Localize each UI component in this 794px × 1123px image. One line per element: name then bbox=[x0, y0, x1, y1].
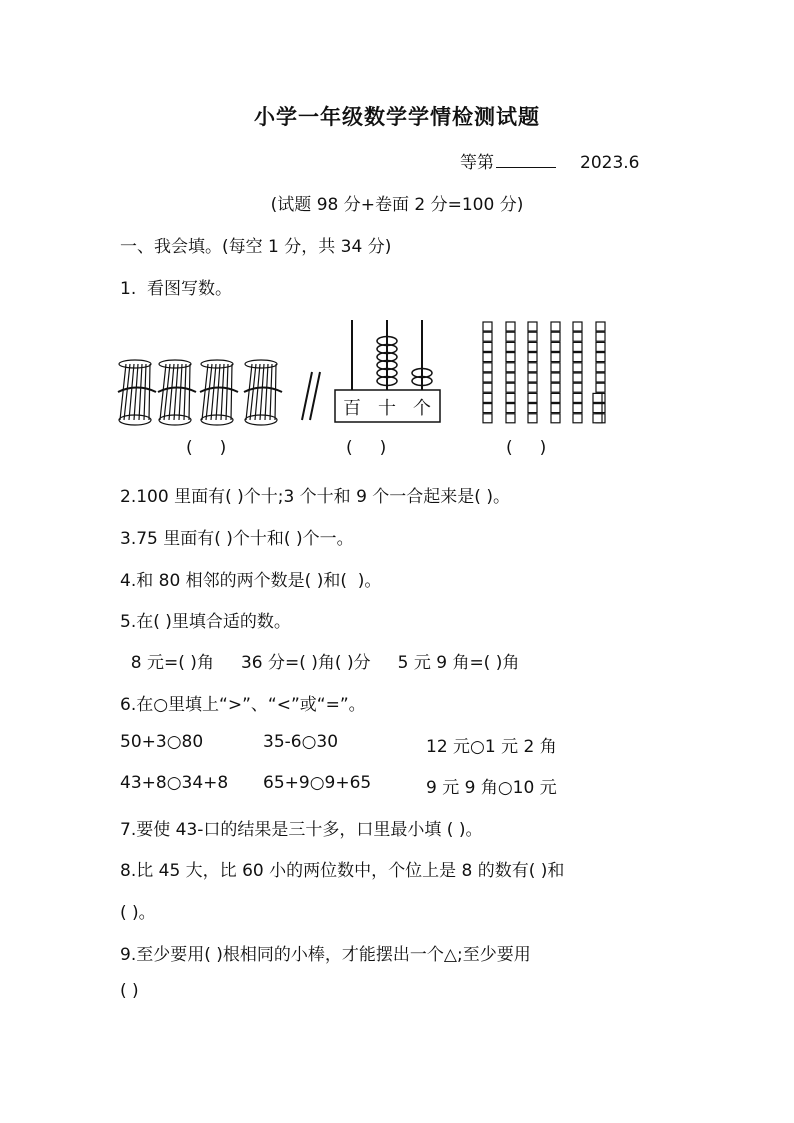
unit-cube bbox=[596, 342, 605, 351]
question-6: 6.在○里填上“>”、“<”或“=”。 bbox=[120, 695, 366, 715]
unit-cube bbox=[596, 383, 605, 392]
question-9-continued: ( ) bbox=[120, 981, 139, 1001]
stick-bundles-icon bbox=[118, 360, 282, 425]
unit-cube bbox=[506, 373, 515, 382]
unit-cube bbox=[573, 363, 582, 372]
unit-cube bbox=[551, 383, 560, 392]
unit-cube bbox=[573, 353, 582, 362]
unit-cube bbox=[573, 393, 582, 402]
unit-cube bbox=[573, 332, 582, 341]
unit-cube bbox=[593, 404, 602, 413]
unit-cube bbox=[528, 363, 537, 372]
unit-cube bbox=[483, 383, 492, 392]
unit-cube bbox=[506, 404, 515, 413]
question-3: 3.75 里面有( )个十和( )个一。 bbox=[120, 529, 354, 549]
unit-cube bbox=[573, 322, 582, 331]
unit-cube bbox=[506, 322, 515, 331]
question-5: 5.在( )里填合适的数。 bbox=[120, 612, 291, 632]
unit-cube bbox=[528, 414, 537, 423]
unit-cube bbox=[483, 322, 492, 331]
unit-cube bbox=[573, 414, 582, 423]
unit-cube bbox=[593, 393, 602, 402]
unit-cube bbox=[483, 414, 492, 423]
grade-label: 等第 bbox=[460, 153, 494, 173]
grade-blank[interactable] bbox=[496, 153, 556, 168]
unit-cube bbox=[551, 393, 560, 402]
unit-cube bbox=[506, 332, 515, 341]
unit-cube bbox=[573, 342, 582, 351]
compare-item: 43+8○34+8 bbox=[120, 773, 229, 793]
unit-cube bbox=[483, 373, 492, 382]
question-4: 4.和 80 相邻的两个数是( )和( )。 bbox=[120, 571, 382, 591]
exam-title: 小学一年级数学学情检测试题 bbox=[254, 104, 540, 129]
unit-cube bbox=[528, 383, 537, 392]
unit-cube bbox=[506, 393, 515, 402]
abacus-label-hundreds: 百 bbox=[343, 398, 361, 419]
unit-cube bbox=[506, 414, 515, 423]
unit-cube bbox=[506, 383, 515, 392]
unit-cube bbox=[483, 342, 492, 351]
unit-cube bbox=[551, 332, 560, 341]
single-sticks-icon bbox=[302, 372, 320, 420]
unit-cube bbox=[483, 353, 492, 362]
question-5-items: 8 元=( )角 36 分=( )角( )分 5 元 9 角=( )角 bbox=[120, 653, 520, 673]
unit-cube bbox=[528, 404, 537, 413]
unit-cube bbox=[528, 373, 537, 382]
unit-cube bbox=[573, 373, 582, 382]
compare-item: 50+3○80 bbox=[120, 732, 204, 752]
cube-columns-icon bbox=[483, 322, 605, 423]
unit-cube bbox=[551, 342, 560, 351]
unit-cube bbox=[573, 404, 582, 413]
abacus-label-ones: 个 bbox=[413, 398, 431, 419]
compare-item: 35-6○30 bbox=[263, 732, 339, 752]
abacus-label-tens: 十 bbox=[378, 398, 396, 419]
answer-blank-cubes[interactable]: ( ) bbox=[506, 438, 547, 458]
section-heading: 一、我会填。(每空 1 分，共 34 分) bbox=[120, 237, 392, 257]
question-8-continued: ( )。 bbox=[120, 903, 156, 923]
unit-cube bbox=[483, 332, 492, 341]
unit-cube bbox=[506, 363, 515, 372]
question-1: 1. 看图写数。 bbox=[120, 279, 233, 299]
unit-cube bbox=[551, 363, 560, 372]
unit-cube bbox=[596, 332, 605, 341]
unit-cube bbox=[528, 322, 537, 331]
question-9: 9.至少要用( )根相同的小棒，才能摆出一个△;至少要用 bbox=[120, 945, 531, 965]
question-2: 2.100 里面有( )个十;3 个十和 9 个一合起来是( )。 bbox=[120, 487, 510, 507]
unit-cube bbox=[483, 393, 492, 402]
compare-item: 9 元 9 角○10 元 bbox=[426, 778, 557, 798]
unit-cube bbox=[596, 353, 605, 362]
unit-cube bbox=[551, 373, 560, 382]
unit-cube bbox=[528, 332, 537, 341]
unit-cube bbox=[528, 353, 537, 362]
unit-cube bbox=[528, 393, 537, 402]
answer-blank-abacus[interactable]: ( ) bbox=[346, 438, 387, 458]
unit-cube bbox=[528, 342, 537, 351]
unit-cube bbox=[483, 363, 492, 372]
score-note: (试题 98 分+卷面 2 分=100 分) bbox=[270, 195, 524, 215]
unit-cube bbox=[596, 373, 605, 382]
unit-cube bbox=[551, 353, 560, 362]
answer-blank-bundles[interactable]: ( ) bbox=[186, 438, 227, 458]
unit-cube bbox=[551, 322, 560, 331]
unit-cube bbox=[551, 404, 560, 413]
unit-cube bbox=[551, 414, 560, 423]
exam-date: 2023.6 bbox=[580, 153, 640, 173]
unit-cube bbox=[483, 404, 492, 413]
grade-date-line bbox=[460, 148, 639, 173]
question-8: 8.比 45 大，比 60 小的两位数中，个位上是 8 的数有( )和 bbox=[120, 861, 565, 881]
unit-cube bbox=[573, 383, 582, 392]
unit-cube bbox=[596, 363, 605, 372]
counting-figure bbox=[110, 312, 620, 430]
unit-cube bbox=[593, 414, 602, 423]
compare-item: 12 元○1 元 2 角 bbox=[426, 737, 557, 757]
unit-cube bbox=[506, 342, 515, 351]
compare-item: 65+9○9+65 bbox=[263, 773, 372, 793]
unit-cube bbox=[596, 322, 605, 331]
unit-cube bbox=[506, 353, 515, 362]
question-7: 7.要使 43-口的结果是三十多，口里最小填 ( )。 bbox=[120, 820, 483, 840]
